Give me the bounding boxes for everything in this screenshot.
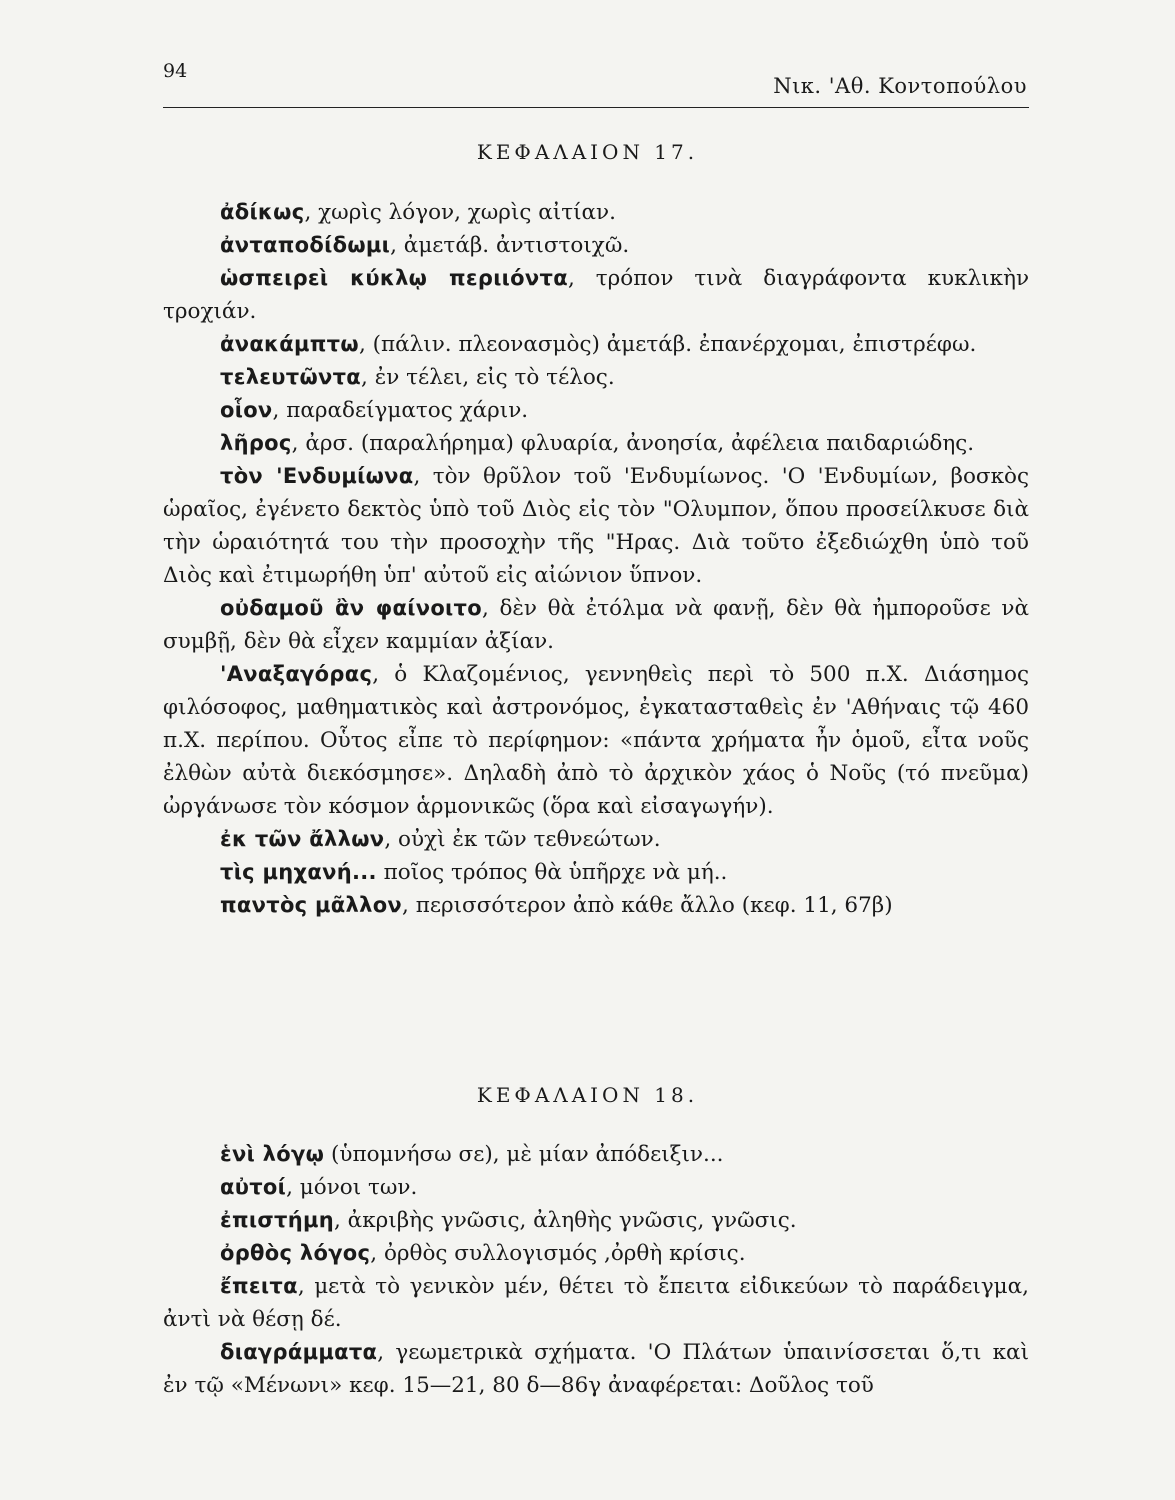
glossary-entry xyxy=(163,592,1029,658)
chapter-18-title: ΚΕΦΑΛΑΙΟΝ 18. xyxy=(476,1083,699,1107)
entry-gloss: ἀμετάβ. ἀντιστοιχῶ. xyxy=(403,233,630,258)
entry-separator: , xyxy=(377,1340,396,1365)
entry-gloss: (ὑπομνήσω σε), μὲ μίαν ἀπόδειξιν... xyxy=(331,1142,724,1167)
entry-term: ἐκ τῶν ἄλλων xyxy=(220,827,385,851)
entry-separator: , xyxy=(334,1208,348,1233)
glossary-entry xyxy=(163,658,1029,823)
entry-separator: , xyxy=(291,431,306,456)
entry-separator: , xyxy=(413,464,433,489)
glossary-entry xyxy=(163,328,1029,361)
entry-term: ἑνὶ λόγῳ xyxy=(220,1142,325,1166)
glossary-entry xyxy=(163,262,1029,328)
entry-gloss: παραδείγματος χάριν. xyxy=(286,398,529,423)
entry-gloss: μόνοι των. xyxy=(299,1175,418,1200)
glossary-entry xyxy=(163,856,1029,889)
glossary-entry xyxy=(163,196,1029,229)
entry-separator: , xyxy=(390,233,404,258)
entry-gloss: ἀκριβὴς γνῶσις, ἀληθὴς γνῶσις, γνῶσις. xyxy=(347,1208,797,1233)
entry-term: ὡσπειρεὶ κύκλῳ περιιόντα xyxy=(220,266,568,290)
entry-term: λῆρος xyxy=(220,431,292,455)
entry-separator: , xyxy=(358,332,373,357)
entry-term: διαγράμματα xyxy=(220,1340,378,1364)
entry-gloss: τὸν θρῦλον τοῦ 'Ενδυμίωνος. 'Ο 'Ενδυμίων, βοσκὸς ὡραῖος, ἐγένετο δεκτὸς ὑπὸ τοῦ Διὸς εἰς τὸν "Ολυμπον, ὅπου προσείλκυσε διὰ τὴν ὡραιότητά του τὴν προσοχὴν τῆς "Ηρας. Διὰ τοῦτο ἐξεδιώχθη ὑπὸ τοῦ Διὸς καὶ ἐτιμωρήθη ὑπ' αὐτοῦ εἰς αἰώνιον ὕπνον. xyxy=(163,464,1030,588)
glossary-entry xyxy=(163,1336,1029,1402)
entry-gloss: ὀρθὸς συλλογισμός ,ὀρθὴ κρίσις. xyxy=(383,1241,746,1266)
entry-separator: , xyxy=(361,365,375,390)
entry-separator: , xyxy=(370,1241,384,1266)
glossary-entry xyxy=(163,889,1029,922)
glossary-entry xyxy=(163,823,1029,856)
entry-separator: , xyxy=(297,1274,315,1299)
running-head: Νικ. 'Αθ. Κοντοπούλου xyxy=(773,74,1027,98)
entry-separator: , xyxy=(286,1175,300,1200)
glossary-entry xyxy=(163,1237,1029,1270)
entry-gloss: χωρὶς λόγον, χωρὶς αἰτίαν. xyxy=(318,200,616,225)
chapter-18-entries xyxy=(163,1138,1029,1402)
entry-gloss: ὁ Κλαζομένιος, γεννηθεὶς περὶ τὸ 500 π.Χ. Διάσημος φιλόσοφος, μαθηματικὸς καὶ ἀστρονόμος, ἐγκατασταθεὶς ἐν 'Αθήναις τῷ 460 π.Χ. περίπου. Οὗτος εἶπε τὸ περίφημον: «πάντα χρήματα ἦν ὁμοῦ, εἶτα νοῦς ἐλθὼν αὐτὰ διεκόσμησε». Δηλαδὴ ἀπὸ τὸ ἀρχικὸν χάος ὁ Νοῦς (τό πνεῦμα) ὠργάνωσε τὸν κόσμον ἁρμονικῶς (ὅρα καὶ εἰσαγωγήν). xyxy=(163,662,1029,819)
entry-gloss: ἐν τέλει, εἰς τὸ τέλος. xyxy=(374,365,615,390)
entry-term: τὶς μηχανή... xyxy=(220,860,377,884)
header-rule xyxy=(163,107,1029,108)
entry-gloss: ἀρσ. (παραλήρημα) φλυαρία, ἀνοησία, ἀφέλεια παιδαριώδης. xyxy=(305,431,975,456)
entry-separator: , xyxy=(567,266,596,291)
entry-gloss: οὐχὶ ἐκ τῶν τεθνεώτων. xyxy=(398,827,661,852)
entry-gloss: ποῖος τρόπος θὰ ὑπῆρχε νὰ μή.. xyxy=(383,860,728,885)
entry-separator: , xyxy=(272,398,287,423)
entry-gloss: γεωμετρικὰ σχήματα. 'Ο Πλάτων ὑπαινίσσεται ὅ,τι καὶ ἐν τῷ «Μένωνι» κεφ. 15—21, 80 δ—86γ ἀναφέρεται: Δοῦλος τοῦ xyxy=(163,1340,1030,1398)
entry-term: τὸν 'Ενδυμίωνα xyxy=(220,464,414,488)
entry-term: ἀνταποδίδωμι xyxy=(220,233,391,257)
glossary-entry xyxy=(163,427,1029,460)
entry-term: οἷον xyxy=(220,398,273,422)
entry-gloss: μετὰ τὸ γενικὸν μέν, θέτει τὸ ἔπειτα εἰδικεύων τὸ παράδειγμα, ἀντὶ νὰ θέσῃ δέ. xyxy=(163,1274,1029,1332)
page-number: 94 xyxy=(163,60,188,82)
entry-separator: , xyxy=(402,893,416,918)
chapter-17-entries xyxy=(163,196,1029,922)
glossary-entry xyxy=(163,229,1029,262)
entry-separator xyxy=(377,860,384,885)
glossary-entry xyxy=(163,1138,1029,1171)
entry-term: ἀνακάμπτω xyxy=(220,332,359,356)
entry-gloss: τρόπον τινὰ διαγράφοντα κυκλικὴν τροχιάν. xyxy=(163,266,1030,324)
entry-term: αὐτοί xyxy=(220,1175,287,1199)
entry-term: παντὸς μᾶλλον xyxy=(220,893,403,917)
entry-gloss: δὲν θὰ ἐτόλμα νὰ φανῇ, δὲν θὰ ἠμποροῦσε νὰ συμβῇ, δὲν θὰ εἶχεν καμμίαν ἀξίαν. xyxy=(163,596,1030,654)
glossary-entry xyxy=(163,1171,1029,1204)
entry-separator: , xyxy=(384,827,399,852)
entry-separator: , xyxy=(481,596,500,621)
entry-term: ἀδίκως xyxy=(220,200,305,224)
entry-gloss: περισσότερον ἀπὸ κάθε ἄλλο (κεφ. 11, 67β) xyxy=(415,893,893,918)
glossary-entry xyxy=(163,394,1029,427)
entry-term: τελευτῶντα xyxy=(220,365,362,389)
entry-separator: , xyxy=(304,200,319,225)
glossary-entry xyxy=(163,1204,1029,1237)
glossary-entry xyxy=(163,361,1029,394)
chapter-17-title: ΚΕΦΑΛΑΙΟΝ 17. xyxy=(476,140,699,164)
entry-gloss: (πάλιν. πλεονασμὸς) ἀμετάβ. ἐπανέρχομαι, ἐπιστρέφω. xyxy=(372,332,977,357)
entry-separator: , xyxy=(372,662,395,687)
entry-separator xyxy=(324,1142,331,1167)
entry-term: οὐδαμοῦ ἂν φαίνοιτο xyxy=(220,596,482,620)
entry-term: ἔπειτα xyxy=(220,1274,298,1298)
glossary-entry xyxy=(163,460,1029,592)
glossary-entry xyxy=(163,1270,1029,1336)
entry-term: 'Αναξαγόρας xyxy=(220,662,373,686)
entry-term: ὀρθὸς λόγος xyxy=(220,1241,371,1265)
entry-term: ἐπιστήμη xyxy=(220,1208,334,1232)
